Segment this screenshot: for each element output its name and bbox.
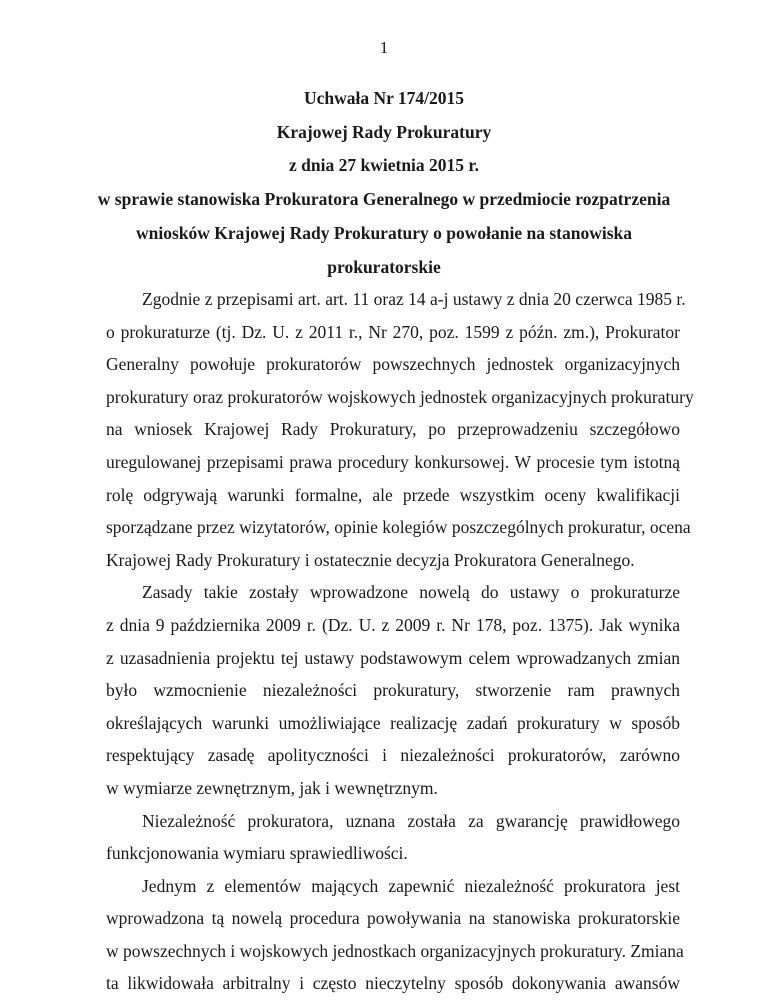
text-line: było wzmocnienie niezależności prokuratury, stworzenie ram prawnych	[106, 680, 680, 701]
text-line: sporządzane przez wizytatorów, opinie kolegiów poszczególnych prokuratur, ocena	[106, 517, 691, 538]
title-line-subject-3: prokuratorskie	[327, 256, 441, 277]
title-line-resolution-number: Uchwała Nr 174/2015	[303, 88, 465, 108]
title-line-subject-2: wniosków Krajowej Rady Prokuratury o powołanie na stanowiska	[135, 222, 633, 243]
text-line: prokuratury oraz prokuratorów wojskowych jednostek organizacyjnych prokuratury	[106, 386, 694, 407]
paragraph-1	[106, 283, 694, 576]
text-line: w powszechnych i wojskowych jednostkach organizacyjnych prokuratury. Zmiana	[106, 940, 684, 961]
text-line: o prokuraturze (tj. Dz. U. z 2011 r., Nr 270, poz. 1599 z późn. zm.), Prokurator	[106, 321, 680, 342]
text-line: wprowadzona tą nowelą procedura powoływania na stanowiska prokuratorskie	[106, 908, 680, 929]
title-line-council: Krajowej Rady Prokuratury	[276, 121, 492, 142]
text-line: rolę odgrywają warunki formalne, ale przede wszystkim oceny kwalifikacji	[106, 484, 680, 505]
text-line: Generalny powołuje prokuratorów powszechnych jednostek organizacyjnych	[106, 354, 680, 375]
text-line: respektujący zasadę apolityczności i niezależności prokuratorów, zarówno	[106, 745, 680, 766]
text-line: na wniosek Krajowej Rady Prokuratury, po przeprowadzeniu szczegółowo	[106, 419, 680, 440]
resolution-title	[97, 82, 671, 284]
text-line: funkcjonowania wymiaru sprawiedliwości.	[106, 843, 408, 864]
title-line-date: z dnia 27 kwietnia 2015 r.	[289, 155, 479, 176]
title-line-subject-1: w sprawie stanowiska Prokuratora Generalnego w przedmiocie rozpatrzenia	[97, 189, 671, 210]
paragraph-4	[106, 870, 684, 1000]
text-line: z dnia 9 października 2009 r. (Dz. U. z 2009 r. Nr 178, poz. 1375). Jak wynika	[106, 614, 680, 635]
text-line: uregulowanej przepisami prawa procedury konkursowej. W procesie tym istotną	[106, 451, 680, 472]
paragraph-3	[106, 805, 680, 870]
text-line: określających warunki umożliwiające realizację zadań prokuratury w sposób	[106, 712, 680, 733]
page-number: 1	[379, 38, 389, 57]
text-line: Krajowej Rady Prokuratury i ostatecznie decyzja Prokuratora Generalnego.	[106, 549, 635, 570]
text-line: w wymiarze zewnętrznym, jak i wewnętrznym.	[106, 777, 438, 798]
paragraph-2	[106, 576, 680, 804]
text-line: Zgodnie z przepisami art. art. 11 oraz 14 a-j ustawy z dnia 20 czerwca 1985 r.	[142, 289, 686, 309]
text-line: ta likwidowała arbitralny i często nieczytelny sposób dokonywania awansów	[106, 973, 680, 994]
text-line: z uzasadnienia projektu tej ustawy podstawowym celem wprowadzanych zmian	[106, 647, 680, 668]
document-body	[106, 283, 694, 1000]
text-line: Jednym z elementów mających zapewnić niezależność prokuratora jest	[142, 875, 680, 896]
text-line: Zasady takie zostały wprowadzone nowelą do ustawy o prokuraturze	[142, 582, 680, 603]
text-line: Niezależność prokuratora, uznana została za gwarancję prawidłowego	[142, 810, 680, 831]
